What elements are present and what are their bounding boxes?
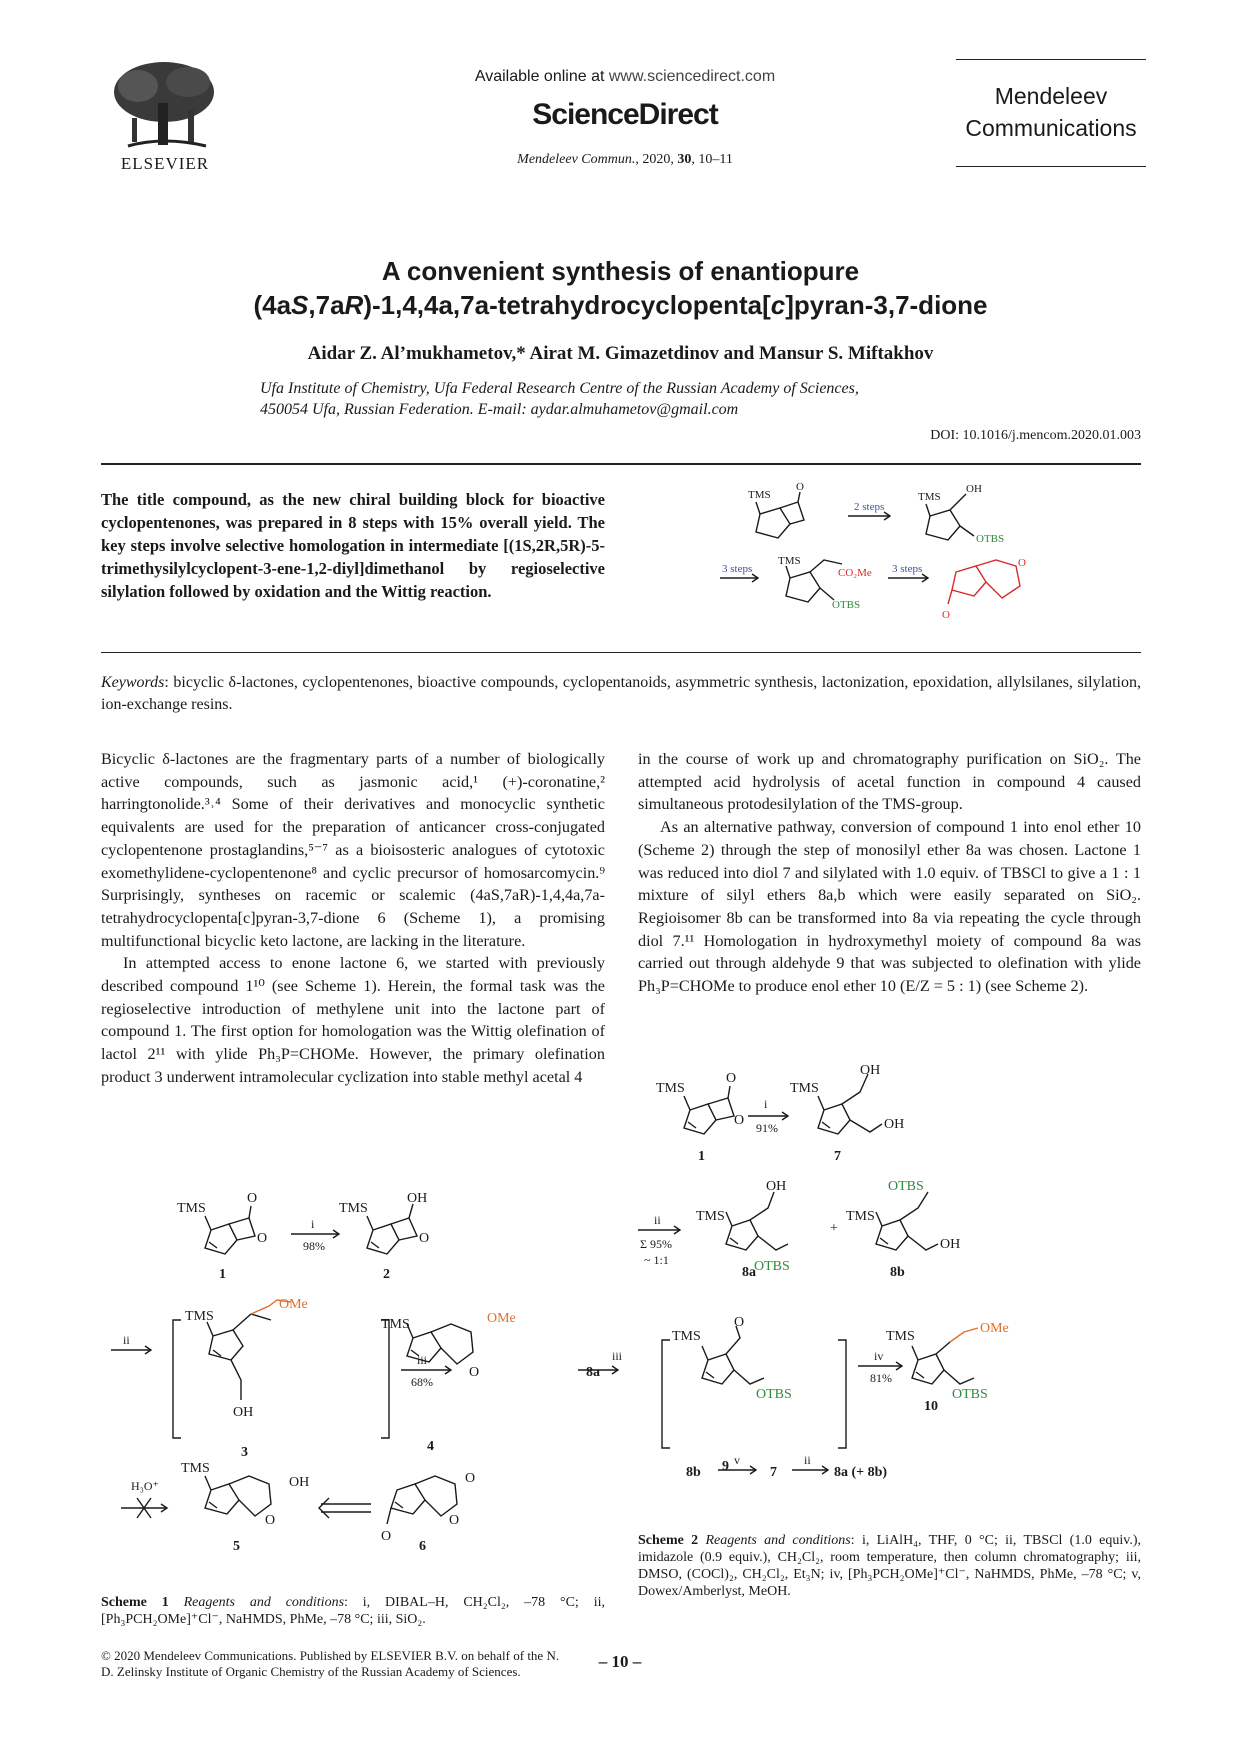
s1-o: O bbox=[257, 1231, 268, 1246]
s2-o: O bbox=[726, 1071, 737, 1086]
compound-5: 5 bbox=[233, 1539, 240, 1554]
caption-label: Scheme 1 bbox=[101, 1595, 169, 1610]
title-part: ,7a bbox=[308, 290, 345, 320]
s1-tms: TMS bbox=[177, 1201, 206, 1216]
graphical-abstract-scheme bbox=[720, 480, 1140, 640]
s1-tms: TMS bbox=[339, 1201, 368, 1216]
s1-o: O bbox=[419, 1231, 430, 1246]
s1-oh: OH bbox=[233, 1405, 254, 1420]
compound-8b: 8b bbox=[686, 1465, 701, 1480]
compound-8a: 8a bbox=[586, 1365, 600, 1380]
s2-tms: TMS bbox=[696, 1209, 725, 1224]
s2-step-v: v bbox=[734, 1453, 740, 1467]
s2-step-iii: iii bbox=[612, 1349, 623, 1363]
compound-8a: 8a bbox=[742, 1265, 756, 1280]
s1-oh: OH bbox=[289, 1475, 310, 1490]
s2-sum-yield: Σ 95% bbox=[640, 1237, 672, 1251]
scheme-2-caption bbox=[638, 1532, 1141, 1600]
available-online bbox=[450, 68, 800, 86]
s2-plus: + bbox=[830, 1221, 838, 1236]
elsevier-tree-icon bbox=[108, 58, 220, 154]
s2-oh: OH bbox=[940, 1237, 961, 1252]
s2-step-ii: ii bbox=[654, 1213, 661, 1227]
s1-ome: OMe bbox=[487, 1311, 516, 1326]
citation-volume: 30 bbox=[677, 152, 692, 167]
keywords bbox=[101, 672, 1141, 716]
s2-o: O bbox=[734, 1113, 745, 1128]
sciencedirect-logo: ScienceDirect bbox=[532, 98, 718, 131]
s1-step-ii: ii bbox=[123, 1333, 130, 1347]
s2-final-product: 8a (+ 8b) bbox=[834, 1465, 888, 1480]
s1-tms: TMS bbox=[181, 1461, 210, 1476]
s2-tms: TMS bbox=[790, 1081, 819, 1096]
title-part: S bbox=[291, 290, 309, 320]
s2-step-i: i bbox=[764, 1097, 768, 1111]
s2-ome: OMe bbox=[980, 1321, 1009, 1336]
citation-pages: , 10–11 bbox=[691, 152, 733, 167]
s1-tms: TMS bbox=[381, 1317, 410, 1332]
copyright: © 2020 Mendeleev Communications. Published by ELSEVIER B.V. on behalf of the N. D. Zelinsky Institute of Organic Chemistry of the Russian Academy of Sciences. bbox=[101, 1648, 560, 1679]
s1-o: O bbox=[449, 1513, 460, 1528]
sciencedirect-link[interactable]: www.sciencedirect.com bbox=[608, 68, 776, 85]
ga-3-steps: 3 steps bbox=[892, 563, 923, 575]
ga-oh: OH bbox=[966, 483, 982, 495]
citation-journal: Mendeleev Commun. bbox=[517, 152, 636, 167]
compound-2: 2 bbox=[383, 1267, 390, 1282]
body-paragraph: Bicyclic δ-lactones are the fragmentary parts of a number of biologically active compounds, such as jasmonic acid,¹ (+)-coronatine,² harringtonolide.³˒⁴ Some of their derivatives and monocyclic synthetic equivalents are used for the preparation of anticancer cross-conjugated cyclopentenone prostaglandins,⁵⁻⁷ as a bioisosteric analogues of cytotoxic exomethylidene-cyclopentenone⁸ and cyclic precursor of homosarcomycin.⁹ Surprisingly, syntheses on racemic or scalemic (4aS,7aR)-1,4,4a,7a-tetrahydrocyclopenta[c]pyran-3,7-dione 6 (Scheme 1), a promising multifunctional bicyclic keto lactone, are lacking in the literature. bbox=[101, 750, 605, 950]
journal-name bbox=[956, 80, 1146, 144]
scheme-1-caption bbox=[101, 1594, 605, 1628]
title-part: )-1,4,4a,7a-tetrahydrocyclopenta[ bbox=[363, 290, 771, 320]
journal-name-line1: Mendeleev bbox=[994, 83, 1108, 109]
s1-o: O bbox=[381, 1529, 392, 1544]
s2-tms: TMS bbox=[656, 1081, 685, 1096]
compound-7: 7 bbox=[770, 1465, 777, 1480]
title-line2 bbox=[100, 288, 1141, 322]
title-part: (4a bbox=[253, 290, 292, 320]
compound-4: 4 bbox=[427, 1439, 434, 1454]
s1-ome: OMe bbox=[279, 1297, 308, 1312]
authors: Aidar Z. Al’mukhametov,* Airat M. Gimazetdinov and Mansur S. Miftakhov bbox=[307, 343, 934, 364]
s2-tms: TMS bbox=[672, 1329, 701, 1344]
compound-10: 10 bbox=[924, 1399, 938, 1414]
body-paragraph: As an alternative pathway, conversion of compound 1 into enol ether 10 (Scheme 2) through the step of monosilyl ether 8a was chosen. Lactone 1 was reduced into diol 7 and silylated with 1.0 equiv. of TBSCl to give a 1 : 1 mixture of silyl ethers 8a,b which were easily separated on SiO₂. Regioisomer 8b can be transformed into 8a via repeating the cycle through diol 7.¹¹ Homologation in hydroxymethyl moiety of compound 8a was carried out through aldehyde 9 that was subjected to olefination with ylide Ph₃P=CHOMe to produce enol ether 10 (E/Z = 5 : 1) (see Scheme 2). bbox=[638, 818, 1141, 996]
body-right-column bbox=[638, 748, 1141, 998]
ga-tms: TMS bbox=[778, 555, 801, 567]
ga-otbs: OTBS bbox=[976, 533, 1005, 545]
page-number: – 10 – bbox=[598, 1652, 642, 1671]
title-part: R bbox=[344, 290, 364, 320]
caption-rc: Reagents and conditions bbox=[183, 1595, 345, 1610]
affiliation-line2: 450054 Ufa, Russian Federation. E-mail: aydar.almuhametov@gmail.com bbox=[260, 401, 739, 418]
compound-7: 7 bbox=[834, 1149, 841, 1164]
s2-oh: OH bbox=[860, 1063, 881, 1078]
compound-9: 9 bbox=[722, 1459, 729, 1474]
s1-o: O bbox=[247, 1191, 258, 1206]
scheme-1 bbox=[101, 1190, 605, 1590]
s2-otbs: OTBS bbox=[754, 1259, 790, 1274]
ga-otbs: OTBS bbox=[832, 599, 861, 611]
compound-6: 6 bbox=[419, 1539, 426, 1554]
citation-year: , 2020, bbox=[635, 152, 678, 167]
s2-tms: TMS bbox=[886, 1329, 915, 1344]
doi[interactable]: DOI: 10.1016/j.mencom.2020.01.003 bbox=[930, 428, 1141, 443]
publisher-name: ELSEVIER bbox=[120, 154, 210, 173]
s2-ratio: ~ 1:1 bbox=[644, 1253, 669, 1267]
keywords-list: : bicyclic δ-lactones, cyclopentenones, bioactive compounds, cyclopentanoids, asymmetric synthesis, lactonization, epoxidation, allylsilanes, silylation, ion-exchange resins. bbox=[101, 674, 1141, 713]
ga-o: O bbox=[1018, 557, 1026, 569]
ga-o: O bbox=[796, 481, 804, 493]
title-part: c bbox=[770, 290, 786, 320]
caption-text: : i, DIBAL–H, CH₂Cl₂, –78 °C; ii, [Ph₃PCH₂OMe]⁺Cl⁻, NaHMDS, PhMe, –78 °C; iii, SiO₂. bbox=[101, 1595, 605, 1627]
graphical-abstract-text: The title compound, as the new chiral building block for bioactive cyclopentenones, was prepared in 8 steps with 15% overall yield. The key steps involve selective homologation in intermediate [(1S,2R,5R)-5-trimethysilylcyclopent-3-ene-1,2-diyl]dimethanol by regioselective silylation followed by oxidation and the Wittig reaction. bbox=[101, 490, 605, 601]
s1-oh: OH bbox=[407, 1191, 428, 1206]
caption-rc: Reagents and conditions bbox=[705, 1533, 851, 1548]
affiliation-line1: Ufa Institute of Chemistry, Ufa Federal Research Centre of the Russian Academy of Sciences, bbox=[260, 380, 859, 397]
s2-oh: OH bbox=[766, 1179, 787, 1194]
citation bbox=[450, 152, 800, 168]
s1-yield: 98% bbox=[303, 1239, 325, 1253]
s2-o: O bbox=[734, 1315, 745, 1330]
ga-3-steps: 3 steps bbox=[722, 563, 753, 575]
s1-step-iii: iii bbox=[417, 1353, 428, 1367]
available-prefix: Available online at bbox=[474, 68, 609, 85]
body-paragraph: in the course of work up and chromatography purification on SiO₂. The attempted acid hydrolysis of acetal function in compound 4 caused simultaneous protodesilylation of the TMS-group. bbox=[638, 750, 1141, 814]
s2-otbs: OTBS bbox=[888, 1179, 924, 1194]
journal-name-line2: Communications bbox=[965, 115, 1137, 141]
affiliation bbox=[260, 378, 1020, 420]
s2-otbs: OTBS bbox=[756, 1387, 792, 1402]
s1-tms: TMS bbox=[185, 1309, 214, 1324]
s1-o: O bbox=[265, 1513, 276, 1528]
article-title bbox=[100, 254, 1141, 322]
body-paragraph: In attempted access to enone lactone 6, we started with previously described compound 1¹⁰ (see Scheme 1). Herein, the formal task was the regioselective introduction of methylene unit into the lactone part of compound 1. The first option for homologation was the Wittig olefination of lactol 2¹¹ with ylide Ph₃P=CHOMe. However, the primary olefination product 3 underwent intramolecular cyclization into stable methyl acetal 4 bbox=[101, 954, 605, 1086]
s1-h3o: H₃O⁺ bbox=[131, 1479, 159, 1493]
s2-otbs: OTBS bbox=[952, 1387, 988, 1402]
caption-label: Scheme 2 bbox=[638, 1533, 699, 1548]
s1-yield: 68% bbox=[411, 1375, 433, 1389]
s2-step-ii: ii bbox=[804, 1453, 811, 1467]
compound-8b: 8b bbox=[890, 1265, 905, 1280]
compound-1: 1 bbox=[698, 1149, 705, 1164]
s1-o: O bbox=[469, 1365, 480, 1380]
ga-tms: TMS bbox=[748, 489, 771, 501]
compound-3: 3 bbox=[241, 1445, 248, 1460]
s2-yield: 91% bbox=[756, 1121, 778, 1135]
s2-yield: 81% bbox=[870, 1371, 892, 1385]
ga-co2me: CO₂Me bbox=[838, 567, 872, 579]
keywords-label: Keywords bbox=[101, 674, 165, 691]
body-left-column bbox=[101, 748, 605, 1089]
title-part: ]pyran-3,7-dione bbox=[785, 290, 988, 320]
title-line1: A convenient synthesis of enantiopure bbox=[381, 256, 860, 286]
compound-1: 1 bbox=[219, 1267, 226, 1282]
s2-tms: TMS bbox=[846, 1209, 875, 1224]
ga-2-steps: 2 steps bbox=[854, 501, 885, 513]
s1-step-i: i bbox=[311, 1217, 315, 1231]
elsevier-logo bbox=[108, 58, 220, 154]
caption-text: : i, LiAlH₄, THF, 0 °C; ii, TBSCl (1.0 equiv.), imidazole (0.9 equiv.), CH₂Cl₂, room temperature, then column chromatography; iii, DMSO, (COCl)₂, CH₂Cl₂, Et₃N; iv, [Ph₃PCH₂OMe]⁺Cl⁻, NaHMDS, PhMe, –78 °C; v, Dowex/Amberlyst, MeOH. bbox=[638, 1533, 1142, 1599]
ga-tms: TMS bbox=[918, 491, 941, 503]
scheme-2 bbox=[586, 1063, 1141, 1525]
s2-step-iv: iv bbox=[874, 1349, 884, 1363]
s1-o: O bbox=[465, 1471, 476, 1486]
ga-o: O bbox=[942, 609, 950, 621]
s2-oh: OH bbox=[884, 1117, 905, 1132]
